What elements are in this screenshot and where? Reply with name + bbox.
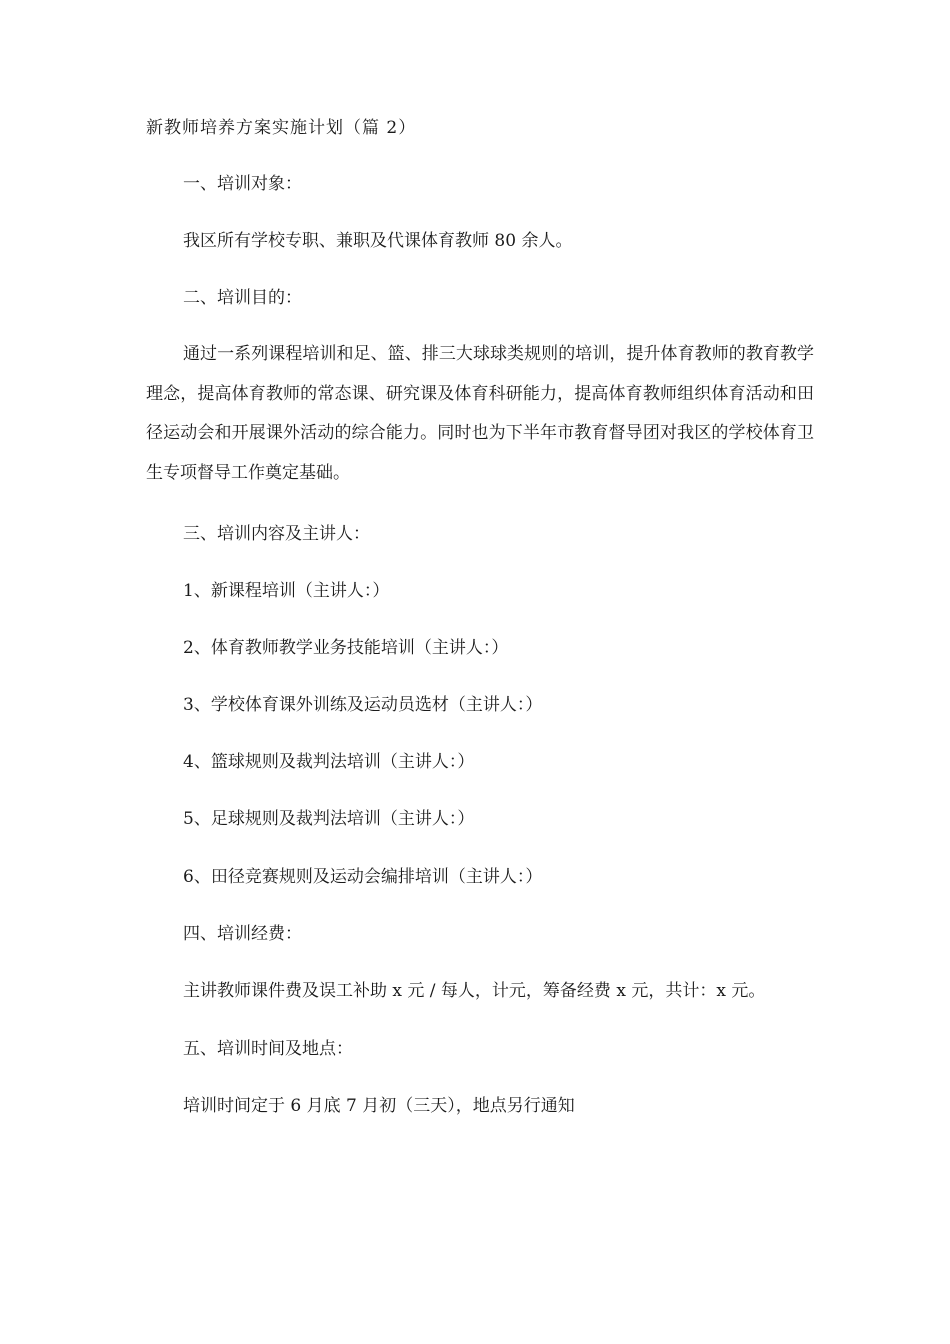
content-item-4: 4、篮球规则及裁判法培训（主讲人：） bbox=[183, 752, 475, 772]
content-item-5: 5、足球规则及裁判法培训（主讲人：） bbox=[183, 809, 475, 829]
section-2-body: 通过一系列课程培训和足、篮、排三大球球类规则的培训，提升体育教师的教育教学理念，提高体育教师的常态课、研究课及体育科研能力，提高体育教师组织体育活动和田径运动会和开展课外活动的综合能力。同时也为下半年市教育督导团对我区的学校体育卫生专项督导工作奠定基础。 bbox=[146, 344, 814, 483]
section-2-heading: 二、培训目的： bbox=[183, 288, 302, 308]
content-item-1: 1、新课程培训（主讲人：） bbox=[183, 581, 390, 601]
section-5-heading: 五、培训时间及地点： bbox=[183, 1039, 353, 1059]
section-1-heading: 一、培训对象： bbox=[183, 174, 302, 194]
content-item-2: 2、体育教师教学业务技能培训（主讲人：） bbox=[183, 638, 509, 658]
content-item-6: 6、田径竞赛规则及运动会编排培训（主讲人：） bbox=[183, 867, 543, 887]
section-4-body: 主讲教师课件费及误工补助 x 元 / 每人，计元，筹备经费 x 元，共计：x 元。 bbox=[183, 981, 766, 1001]
document-title: 新教师培养方案实施计划（篇 2） bbox=[146, 118, 417, 138]
section-4-heading: 四、培训经费： bbox=[183, 924, 302, 944]
content-item-3: 3、学校体育课外训练及运动员选材（主讲人：） bbox=[183, 695, 543, 715]
section-3-heading: 三、培训内容及主讲人： bbox=[183, 524, 370, 544]
section-1-body: 我区所有学校专职、兼职及代课体育教师 80 余人。 bbox=[183, 231, 573, 251]
section-5-body: 培训时间定于 6 月底 7 月初（三天），地点另行通知 bbox=[183, 1096, 575, 1116]
